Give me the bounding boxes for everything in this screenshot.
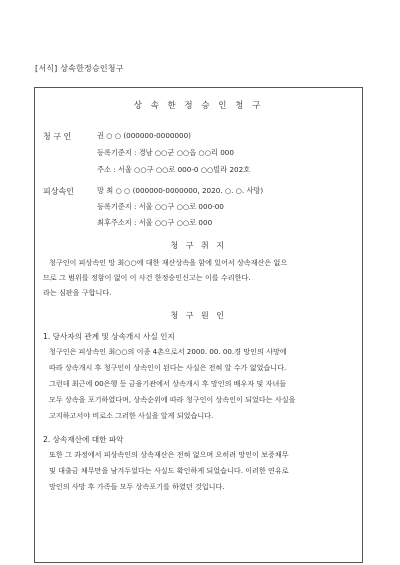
claim-purpose-line: 므로 그 범위를 정함이 없이 이 사건 한정승인신고는 이를 수리한다.: [43, 273, 251, 282]
cause-section-2-line: 망인의 사망 후 가족들 모두 상속포기를 하였던 것입니다.: [49, 482, 225, 491]
cause-section-1-line: 고지하고서야 비로소 그러한 사실을 알게 되었습니다.: [49, 411, 214, 420]
cause-section-1-line: 청구인은 피상속인 최○○의 이종 4촌으로서 2000. 00. 00.경 망인의 사망에: [49, 347, 287, 356]
form-type-label: [서식] 상속한정승인청구: [35, 64, 124, 73]
cause-section-2-line: 및 대출금 채무만을 남겨두었다는 사실도 확인하게 되었습니다. 이러한 연유로: [49, 466, 289, 475]
petition-document: [34, 87, 363, 563]
claimant-label: 청 구 인: [43, 132, 72, 141]
claimant-name: 권 ○ ○ (000000-0000000): [97, 131, 191, 140]
cause-section-1-line: 모두 상속을 포기하였다며, 상속순위에 따라 청구인이 상속인이 되었다는 사실을: [49, 395, 296, 404]
cause-section-1-line: 따라 상속개시 후 청구인이 상속인이 된다는 사실은 전혀 알 수가 없었습니다.: [49, 363, 287, 372]
cause-section-1-line: 그런데 최근에 00은행 등 금융기관에서 상속개시 후 망인의 배우자 및 자녀들: [49, 379, 287, 388]
cause-section-2-title: 2. 상속재산에 대한 파악: [43, 435, 124, 444]
cause-section-2-line: 또한 그 과정에서 피상속인의 상속재산은 전혀 없으며 오히려 망인이 보증채무: [49, 450, 289, 459]
decedent-registry: 등록기준지 : 서울 ○○구 ○○로 000-00: [97, 202, 224, 211]
claim-purpose-heading: 청 구 취 지: [170, 241, 227, 250]
cause-section-1-title: 1. 당사자의 관계 및 상속개시 사실 인지: [43, 332, 175, 341]
document-title: 상 속 한 정 승 인 청 구: [133, 101, 264, 111]
claim-purpose-line: 라는 심판을 구합니다.: [43, 288, 112, 297]
decedent-label: 피상속인: [43, 187, 74, 196]
decedent-name: 망 최 ○ ○ (000000-0000000, 2020. ○. ○. 사망): [97, 186, 264, 195]
claimant-registry: 등록기준지 : 경남 ○○군 ○○읍 ○○리 000: [97, 148, 234, 157]
claim-purpose-line: 청구인이 피상속인 망 최○○에 대한 재산상속을 함에 있어서 상속재산은 없으: [49, 258, 288, 267]
claim-cause-heading: 청 구 원 인: [170, 311, 227, 320]
claimant-address: 주소 : 서울 ○○구 ○○로 000-0 ○○빌라 202호: [97, 165, 251, 174]
decedent-last-address: 최후주소지 : 서울 ○○구 ○○로 000: [97, 218, 213, 227]
